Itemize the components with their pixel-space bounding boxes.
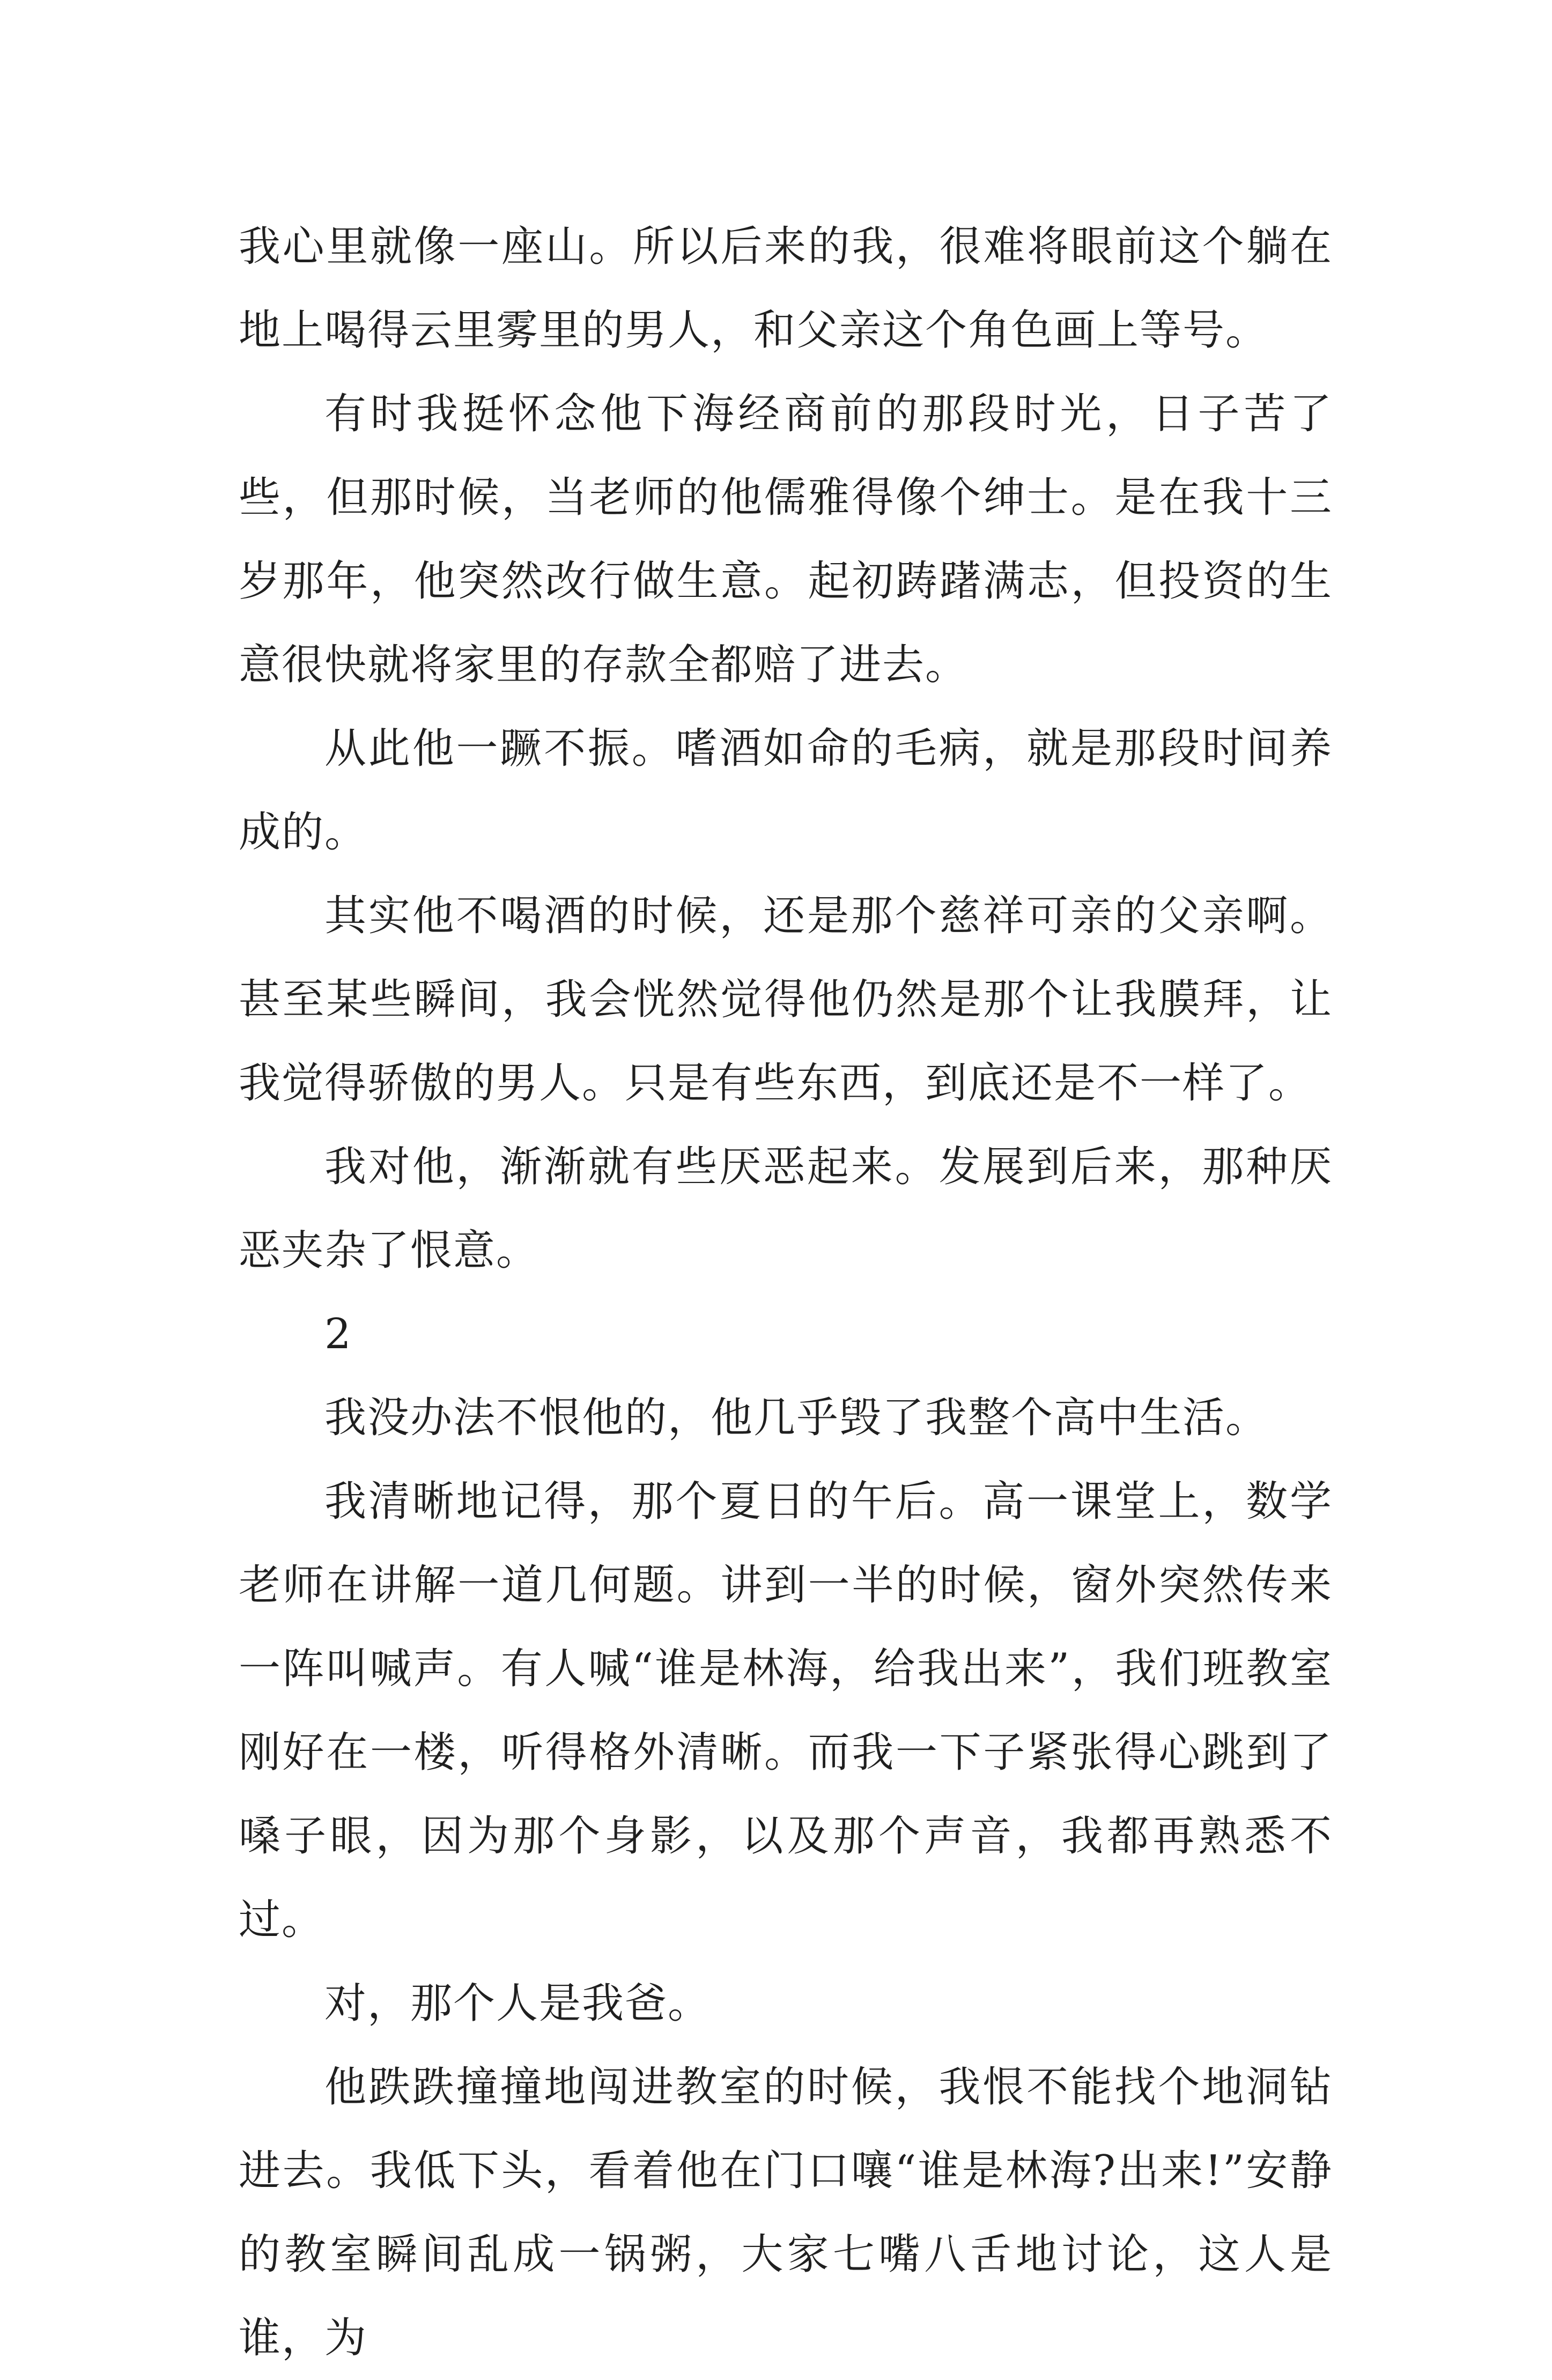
paragraph: 他跌跌撞撞地闯进教室的时候，我恨不能找个地洞钻进去。我低下头，看着他在门口嚷“谁是林海?出来!”安静的教室瞬间乱成一锅粥，大家七嘴八舌地讨论，这人是谁，为: [239, 2063, 1333, 2362]
document-body: [239, 205, 1333, 2380]
paragraph: 有时我挺怀念他下海经商前的那段时光，日子苦了些，但那时候，当老师的他儒雅得像个绅士。是在我十三岁那年，他突然改行做生意。起初踌躇满志，但投资的生意很快就将家里的存款全都赔了进去。: [239, 390, 1333, 689]
section-number: 2: [324, 1310, 352, 1358]
paragraph: 我清晰地记得，那个夏日的午后。高一课堂上，数学老师在讲解一道几何题。讲到一半的时候，窗外突然传来一阵叫喊声。有人喊“谁是林海，给我出来”，我们班教室刚好在一楼，听得格外清晰。而我一下子紧张得心跳到了嗓子眼，因为那个身影，以及那个声音，我都再熟悉不过。: [239, 1477, 1333, 1944]
paragraph: 我心里就像一座山。所以后来的我，很难将眼前这个躺在地上喝得云里雾里的男人，和父亲这个角色画上等号。: [239, 223, 1333, 354]
paragraph: 其实他不喝酒的时候，还是那个慈祥可亲的父亲啊。甚至某些瞬间，我会恍然觉得他仍然是那个让我膜拜，让我觉得骄傲的男人。只是有些东西，到底还是不一样了。: [239, 892, 1333, 1107]
paragraph: 对，那个人是我爸。: [324, 1979, 711, 2028]
paragraph: 我对他，渐渐就有些厌恶起来。发展到后来，那种厌恶夹杂了恨意。: [239, 1143, 1333, 1275]
paragraph: 我没办法不恨他的，他几乎毁了我整个高中生活。: [324, 1394, 1269, 1442]
paragraph: 从此他一蹶不振。嗜酒如命的毛病，就是那段时间养成的。: [239, 725, 1333, 856]
